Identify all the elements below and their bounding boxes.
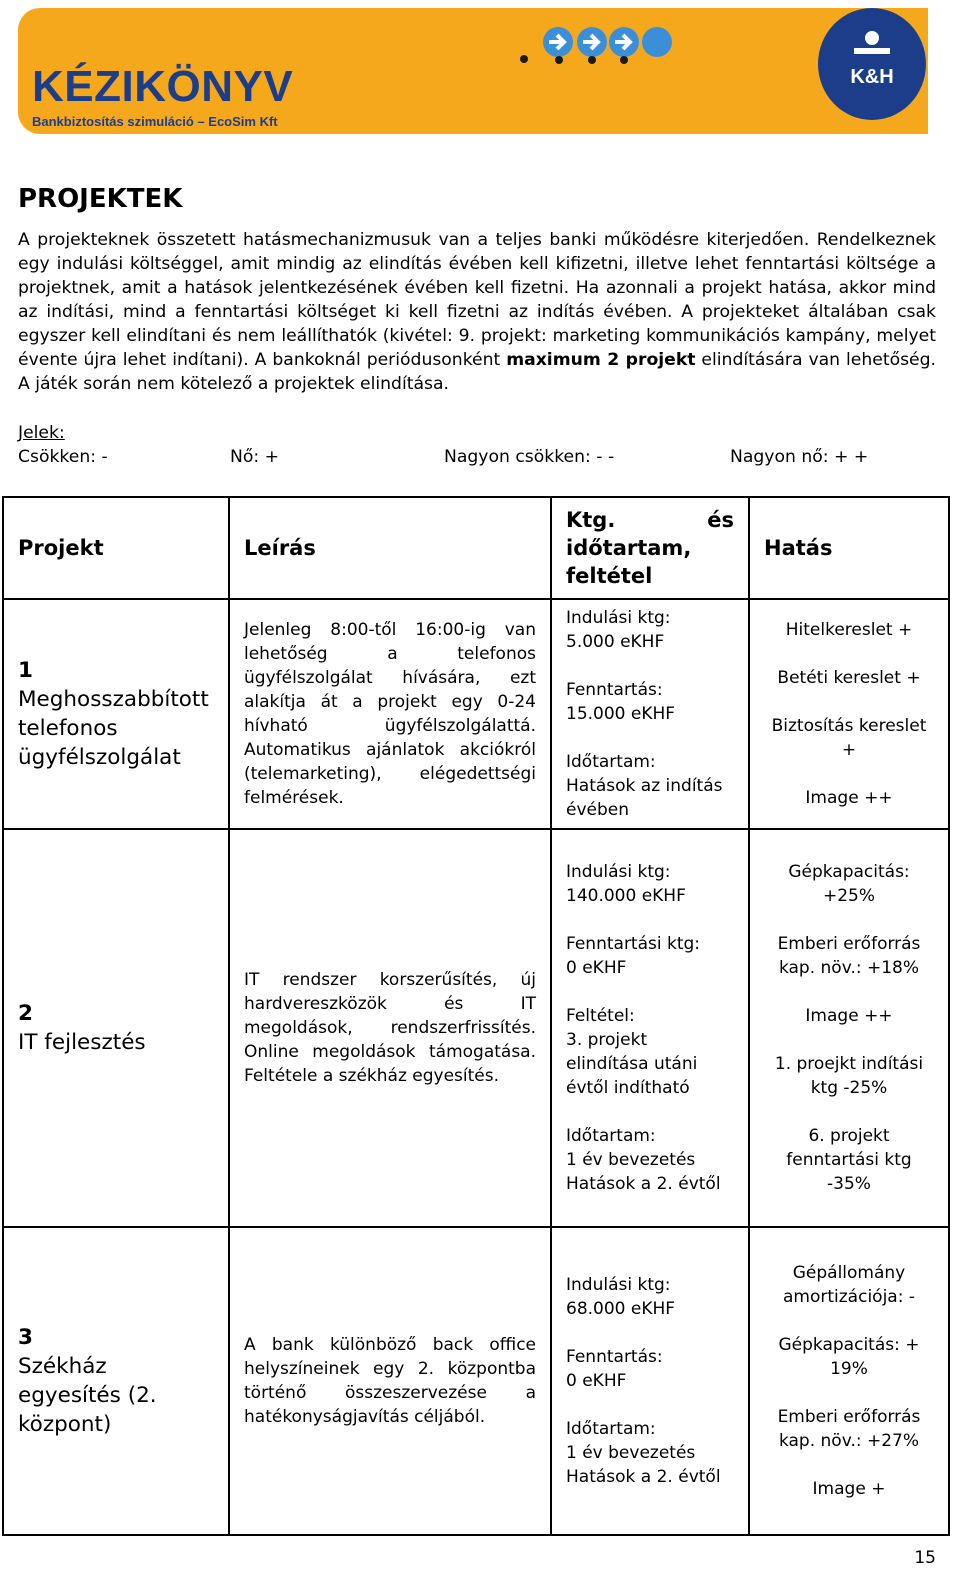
header-effect: Hatás: [749, 497, 949, 599]
cost-label: Indulási ktg:: [566, 862, 671, 882]
effect-item: Hitelkereslet +: [785, 620, 913, 640]
signs-title: Jelek:: [18, 423, 65, 443]
arrow-icons: [512, 20, 682, 68]
project-name-cell: [3, 599, 229, 829]
intro-text: A projekteknek összetett hatásmechanizmusuk van a teljes banki működésre kiterjedően. Rendelkeznek egy indulási költséggel, amit mindig az elindítás évében kell kifizetni, illetve lehet fenntartási költsége a projektnek, amit a hatások jelentkezésének évében kell fizetni. Ha azonnali a projekt hatása, akkor mind az indítási, mind a fenntartási költséget ki kell fizetni az indítás évében. A projekteket általában csak egyszer kell elindítani és nem leállíthatók (kivétel: 9. projekt: marketing kommunikációs kampány, melyet évente újra lehet indítani). A bankoknál periódusonként: [18, 230, 936, 370]
small-arrow-icons: [520, 55, 628, 64]
project-cost-cell: [551, 1227, 749, 1535]
arrow-right-icon: [543, 27, 573, 57]
arrow-right-icon: [577, 27, 607, 57]
project-description: A bank különböző back office helyszíneinek egy 2. központba történő összeszervezése a hatékonyságjavítás céljából.: [229, 1227, 551, 1535]
header-cost-text: feltétel: [566, 564, 653, 588]
header-cost-text: és: [707, 508, 734, 532]
table-row: [3, 829, 949, 1227]
kh-logo: [818, 8, 926, 120]
effect-item: Gépállomány amortizációja: -: [783, 1263, 915, 1307]
section-title: PROJEKTEK: [18, 184, 183, 214]
page-number: 15: [914, 1548, 936, 1568]
sign-strong-increase: Nagyon nő: + +: [730, 447, 869, 467]
header-banner: [18, 8, 928, 134]
effect-item: Gépkapacitás: +25%: [788, 862, 910, 906]
project-cost-cell: [551, 829, 749, 1227]
header-cost: [551, 497, 749, 599]
project-description: Jelenleg 8:00-től 16:00-ig van lehetőség a telefonos ügyfélszolgálat hívására, ezt alakítja át a projekt egy 0-24 hívható ügyfélszolgálattá. Automatikus ajánlatok akciókról (telemarketing), elégedettségi felmérések.: [229, 599, 551, 829]
project-effect-cell: [749, 1227, 949, 1535]
arrow-right-icon: [609, 27, 639, 57]
table-header-row: [3, 497, 949, 599]
manual-title: KÉZIKÖNYV: [32, 62, 294, 111]
project-name-cell: [3, 829, 229, 1227]
cost-label: Fenntartás:: [566, 680, 663, 700]
cost-value: 15.000 eKHF: [566, 704, 676, 724]
badge-icon: [642, 27, 672, 57]
effect-item: Betéti kereslet +: [777, 668, 921, 688]
effect-item: 1. proejkt indítási ktg -25%: [774, 1054, 924, 1098]
intro-text: elindítására van lehetőség. A játék során nem kötelező a projektek elindítása.: [18, 350, 936, 394]
effect-item: 6. projekt fenntartási ktg -35%: [786, 1126, 912, 1194]
manual-subtitle: Bankbiztosítás szimuláció – EcoSim Kft: [32, 114, 278, 129]
project-name: IT fejlesztés: [18, 1030, 146, 1055]
sign-strong-decrease: Nagyon csökken: - -: [444, 447, 615, 467]
effect-item: Emberi erőforrás kap. növ.: +27%: [777, 1407, 921, 1451]
project-number: 2: [18, 1001, 33, 1026]
logo-text: K&H: [850, 66, 894, 88]
cost-value: 68.000 eKHF: [566, 1299, 676, 1319]
cost-value: 0 eKHF: [566, 1371, 627, 1391]
effect-item: Image ++: [805, 1006, 893, 1026]
cost-label: Indulási ktg:: [566, 1275, 671, 1295]
effect-item: Biztosítás kereslet +: [771, 716, 927, 760]
cost-value: Hatások a 2. évtől: [566, 1467, 721, 1487]
effect-item: Image +: [812, 1479, 886, 1499]
cost-label: Időtartam:: [566, 1419, 656, 1439]
cost-value: 1 év bevezetés: [566, 1443, 696, 1463]
project-name-cell: [3, 1227, 229, 1535]
cost-value: 1 év bevezetés: [566, 1150, 696, 1170]
header-cost-text: Ktg.: [566, 508, 616, 532]
project-name: Székház egyesítés (2. központ): [18, 1354, 157, 1437]
project-number: 3: [18, 1325, 33, 1350]
cost-label: Feltétel:: [566, 1006, 635, 1026]
cost-label: Fenntartási ktg:: [566, 934, 701, 954]
cost-value: 3. projekt elindítása utáni évtől indítható: [566, 1030, 698, 1098]
cost-label: Fenntartás:: [566, 1347, 663, 1367]
effect-item: Emberi erőforrás kap. növ.: +18%: [777, 934, 921, 978]
project-effect-cell: [749, 599, 949, 829]
table-row: [3, 1227, 949, 1535]
cost-label: Indulási ktg:: [566, 608, 671, 628]
cost-value: Hatások az indítás évében: [566, 776, 723, 820]
cost-value: 5.000 eKHF: [566, 632, 665, 652]
intro-bold-text: maximum 2 projekt: [506, 350, 696, 370]
cost-value: 0 eKHF: [566, 958, 627, 978]
cost-label: Időtartam:: [566, 1126, 656, 1146]
cost-value: 140.000 eKHF: [566, 886, 686, 906]
header-project: Projekt: [3, 497, 229, 599]
sign-decrease: Csökken: -: [18, 447, 108, 467]
cost-label: Időtartam:: [566, 752, 656, 772]
effect-item: Image ++: [805, 788, 893, 808]
table-row: [3, 599, 949, 829]
projects-table: [2, 496, 950, 1536]
intro-paragraph: [18, 228, 936, 396]
effect-item: Gépkapacitás: + 19%: [778, 1335, 920, 1379]
header-description: Leírás: [229, 497, 551, 599]
sign-increase: Nő: +: [230, 447, 280, 467]
project-name: Meghosszabbított telefonos ügyfélszolgálat: [18, 687, 209, 770]
header-cost-text: időtartam,: [566, 536, 692, 560]
project-description: IT rendszer korszerűsítés, új hardvereszközök és IT megoldások, rendszerfrissítés. Online megoldások támogatása. Feltétele a székház egyesítés.: [229, 829, 551, 1227]
cost-value: Hatások a 2. évtől: [566, 1174, 721, 1194]
project-cost-cell: [551, 599, 749, 829]
project-effect-cell: [749, 829, 949, 1227]
project-number: 1: [18, 658, 33, 683]
